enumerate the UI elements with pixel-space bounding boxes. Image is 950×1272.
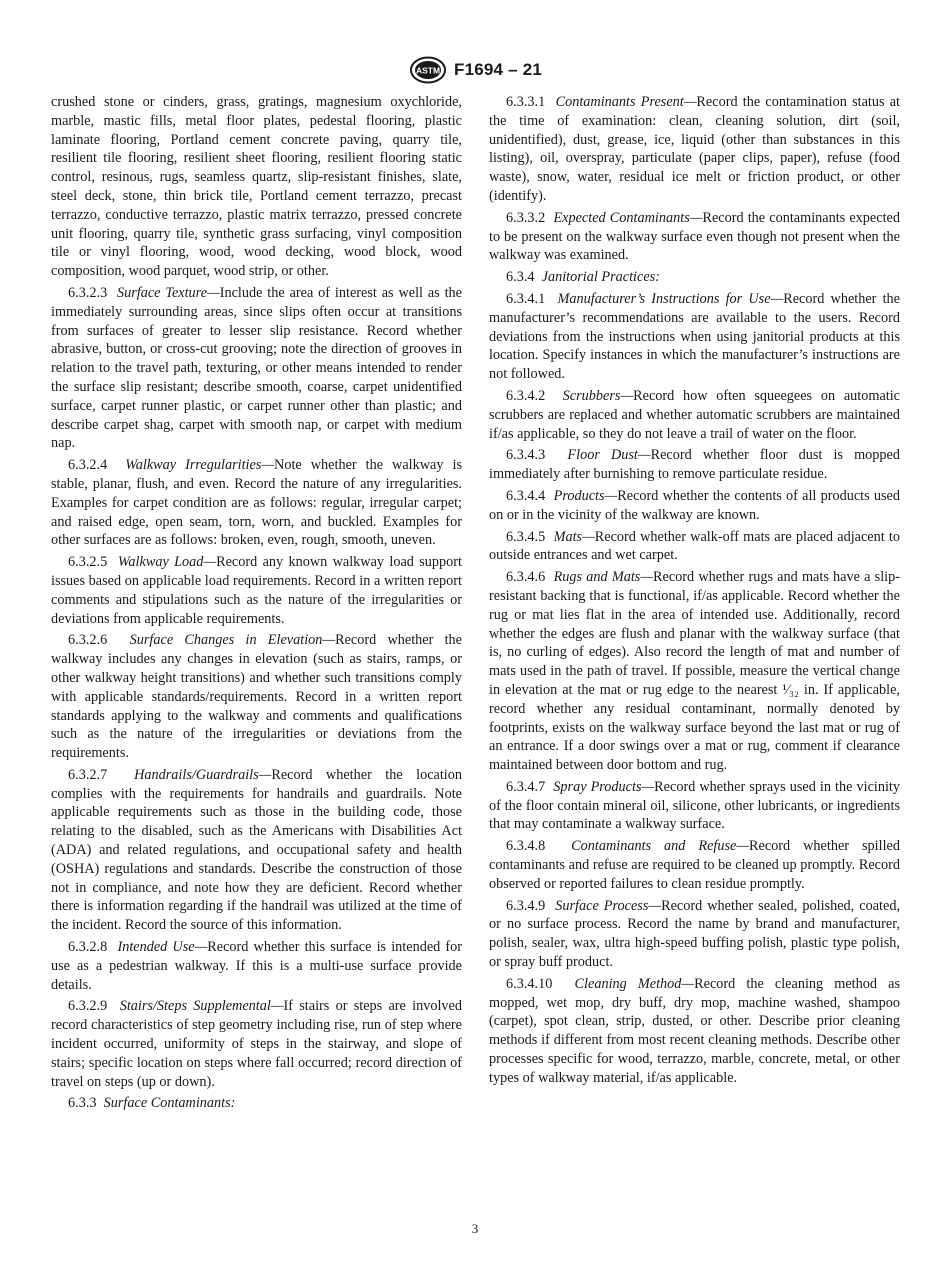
section-number: 6.3.4.10 — [506, 975, 553, 992]
paragraph — [489, 93, 900, 206]
section-text: crushed stone or cinders, grass, gratings, magnesium oxychloride, marble, mastic fills, metal floor plates, pedestal flooring, plastic laminate flooring, Portland cement concrete paving, quarry tile, resilient tile flooring, resilient sheet flooring, resilient flooring static control, resinous, rugs, seamless quartz, slip-resistant finishes, slate, steel deck, stone, thin brick tile, Portland cement terrazzo, precast terrazzo, conductive terrazzo, plastic matrix terrazzo, pressed concrete unit flooring, quarry tile, synthetic grass surfacing, vinyl composition tile or vinyl flooring, wood, wood decking, wood block, wood composition, wood parquet, wood strip, or other. — [51, 94, 462, 280]
section-number: 6.3.4.4 — [506, 487, 546, 504]
section-text: Record whether the manufacturer’s recommendations are available to the users. Record deviations from the instructions when using janitorial products at this location. Specify instances in which the manufacturer’s instructions are not followed. — [489, 290, 900, 383]
page-header — [0, 56, 950, 84]
section-title: Products— — [553, 487, 618, 504]
section-title: Surface Changes in Elevation— — [129, 632, 336, 649]
section-number: 6.3.3.2 — [506, 209, 546, 226]
paragraph — [51, 284, 462, 453]
section-text: Record whether rugs and mats have a slip-resistant backing that is functional, if/as applicable. Record whether the rug or mat lies flat in the area of intended use. Additionally, record whether the edges are flush and planar with the walkway surface (that is, no curling of edges). Also record the length of mat and number of mats used in the path of travel. If possible, measure the vertical change in elevation at the mat or rug edge to the nearest ¹⁄₃₂ in. If applicable, record whether any residual contaminant, normally denoted by footprints, exists on the walkway surface beyond the last mat or rug of an entrance. If a door swings over a mat or rug, comment if clearance maintained between door bottom and rug. — [489, 569, 901, 774]
section-title: Walkway Load— — [117, 554, 217, 571]
paragraph — [51, 93, 462, 281]
section-title: Janitorial Practices: — [541, 269, 660, 286]
paragraph — [489, 487, 900, 525]
section-text: Record any known walkway load support issues based on applicable load requirements. Record in a written report comments and stipulations such as the nature of the irregularities or deviations from applicable requirements. — [51, 554, 462, 627]
section-number: 6.3.4.3 — [506, 447, 546, 464]
paragraph — [489, 209, 900, 265]
section-text: Record the contamination status at the time of examination: clean, cleaning solution, dirt (soil, unidentified), dust, grease, ice, liquid (other than substances in this listing), oil, overspray, particulate (paper clips, paper), refuse (food waste), snow, water, residual ice melt or friction product, or other (identify). — [489, 94, 901, 204]
section-number: 6.3.4.7 — [506, 778, 546, 795]
section-number: 6.3.2.9 — [68, 998, 108, 1015]
section-number: 6.3.2.7 — [68, 766, 108, 783]
paragraph — [489, 290, 900, 384]
section-title: Surface Texture— — [116, 284, 220, 301]
paragraph — [489, 387, 900, 443]
section-number: 6.3.3 — [68, 1095, 97, 1112]
section-title: Handrails/Guardrails— — [134, 766, 272, 783]
section-text: Record whether the walkway includes any changes in elevation (such as stairs, ramps, or other walkway height transitions) and whether such transitions comply with applicable standards/requirements. Record in a written report standards applying to the walkway and comments and qualifications such as the nature of the irregularities or deviations from the requirements. — [51, 632, 462, 762]
section-title: Contaminants and Refuse— — [571, 838, 750, 855]
section-text: Record the contaminants expected to be present on the walkway surface even though not present when the walkway was examined. — [489, 209, 900, 264]
paragraph — [51, 456, 462, 550]
section-title: Contaminants Present— — [555, 94, 697, 110]
right-column — [489, 93, 900, 1091]
section-number: 6.3.4.8 — [506, 838, 546, 855]
paragraph — [489, 568, 900, 775]
section-text: Record whether sprays used in the vicinity of the floor contain mineral oil, silicone, other lubricants, or ingredients that may contaminate a walkway surface. — [489, 778, 901, 833]
section-text: Record whether walk-off mats are placed adjacent to outside entrances and wet carpet. — [489, 528, 900, 564]
section-number: 6.3.2.4 — [68, 457, 108, 474]
section-number: 6.3.2.5 — [68, 554, 108, 571]
paragraph — [489, 446, 900, 484]
section-title: Cleaning Method— — [574, 975, 695, 992]
paragraph — [51, 631, 462, 763]
section-title: Mats— — [553, 528, 595, 545]
section-title: Surface Contaminants: — [103, 1095, 236, 1112]
paragraph — [51, 997, 462, 1091]
section-text: Include the area of interest as well as the immediately surrounding areas, since slips often occur at transitions from surfaces of greater to lesser slip resistance. Record whether abrasive, button, or cross-cut grooving; note the direction of grooves in relation to the travel path, texturing, or other means intended to render the surface slip resistant; describe smooth, coarse, carpet unidentified surface, carpet runner plastic, or carpet runner other than plastic; and describe carpet shag, carpet with smooth nap, or carpet with medium nap. — [51, 284, 463, 452]
section-title: Surface Process— — [555, 897, 662, 914]
section-number: 6.3.3.1 — [506, 94, 546, 110]
section-number: 6.3.4.5 — [506, 528, 546, 545]
section-text: If stairs or steps are involved record characteristics of step geometry including rise, run of step where incident occurred, uniformity of steps in the stairway, and slope of stairs; specific location on steps where fall occurred; record direction of travel on steps (up or down). — [51, 998, 462, 1090]
section-number: 6.3.4.2 — [506, 387, 546, 404]
left-column — [51, 93, 462, 1116]
section-title: Walkway Irregularities— — [125, 457, 275, 474]
section-title: Scrubbers— — [562, 387, 634, 404]
section-title: Expected Contaminants— — [553, 209, 703, 226]
document-designation: F1694 – 21 — [453, 60, 542, 79]
paragraph — [51, 766, 462, 935]
section-number: 6.3.2.3 — [68, 284, 108, 301]
section-text: Record whether floor dust is mopped immediately after burnishing to remove particulate residue. — [489, 447, 900, 483]
section-title: Manufacturer’s Instructions for Use— — [557, 290, 784, 307]
section-text: Record whether sealed, polished, coated, or no surface process. Record the name by brand and manufacturer, polish, sealer, wax, ultra high-speed buffing polish, plastic type polish, or spray buff product. — [489, 897, 901, 971]
section-text: Record the cleaning method as mopped, wet mop, dry buff, dry mop, machine washed, shampoo (carpet), spot clean, strip, dusted, or other. Describe prior cleaning methods if different from most recent cleaning methods. Describe other processes specific for wood, terrazzo, marble, concrete, metal, or other types of walkway material, if/as applicable. — [489, 975, 900, 1086]
section-number: 6.3.2.6 — [68, 632, 108, 649]
paragraph — [51, 553, 462, 628]
section-text: Record whether spilled contaminants and refuse are required to be cleaned up promptly. Record observed or reported failures to clean residue promptly. — [489, 838, 900, 892]
section-number: 6.3.4.9 — [506, 897, 546, 914]
paragraph — [51, 938, 462, 994]
section-title: Spray Products— — [553, 778, 655, 795]
paragraph — [489, 975, 900, 1088]
svg-text:ASTM: ASTM — [415, 65, 441, 76]
section-title: Floor Dust— — [567, 447, 651, 464]
section-text: Record whether the contents of all products used on or in the vicinity of the walkway are known. — [489, 487, 900, 523]
page-number: 3 — [471, 1221, 479, 1236]
paragraph — [51, 1094, 462, 1113]
section-text: Record whether this surface is intended for use as a pedestrian walkway. If this is a multi-use surface provide details. — [51, 939, 463, 993]
section-title: Stairs/Steps Supplemental— — [119, 998, 284, 1015]
section-text: Note whether the walkway is stable, planar, flush, and even. Record the nature of any irregularities. Examples for carpet condition are as follows: regular, irregular carpet; and raised edge, open seam, torn, worn, and buckled. Examples for other surfaces are as follows: broken, even, rough, smooth, uneven. — [51, 457, 462, 549]
section-text: Record whether the location complies with the requirements for handrails and guardrails. Note applicable requirements such as those in the building code, those relating to the disabled, such as the Americans with Disabilities Act (ADA) and related regulations, and occupational safety and health (OSHA) regulations and standards. Describe the construction of those not in compliance, and note how they are deficient. Record whether there is information regarding if the handrail was utilized at the time of the incident. Record the source of this information. — [51, 766, 463, 934]
paragraph — [489, 778, 900, 834]
section-text: Record how often squeegees on automatic scrubbers are replaced and whether automatic scrubbers are maintained if/as applicable, so they do not leave a trail of water on the floor. — [489, 387, 901, 442]
paragraph — [489, 268, 900, 287]
paragraph — [489, 897, 900, 972]
section-number: 6.3.4 — [506, 269, 535, 286]
astm-logo-icon — [408, 56, 448, 84]
paragraph — [489, 837, 900, 893]
section-title: Rugs and Mats— — [553, 569, 654, 586]
section-number: 6.3.4.1 — [506, 290, 546, 307]
section-number: 6.3.4.6 — [506, 569, 546, 586]
section-number: 6.3.2.8 — [68, 939, 108, 956]
section-title: Intended Use— — [117, 939, 208, 956]
paragraph — [489, 528, 900, 566]
